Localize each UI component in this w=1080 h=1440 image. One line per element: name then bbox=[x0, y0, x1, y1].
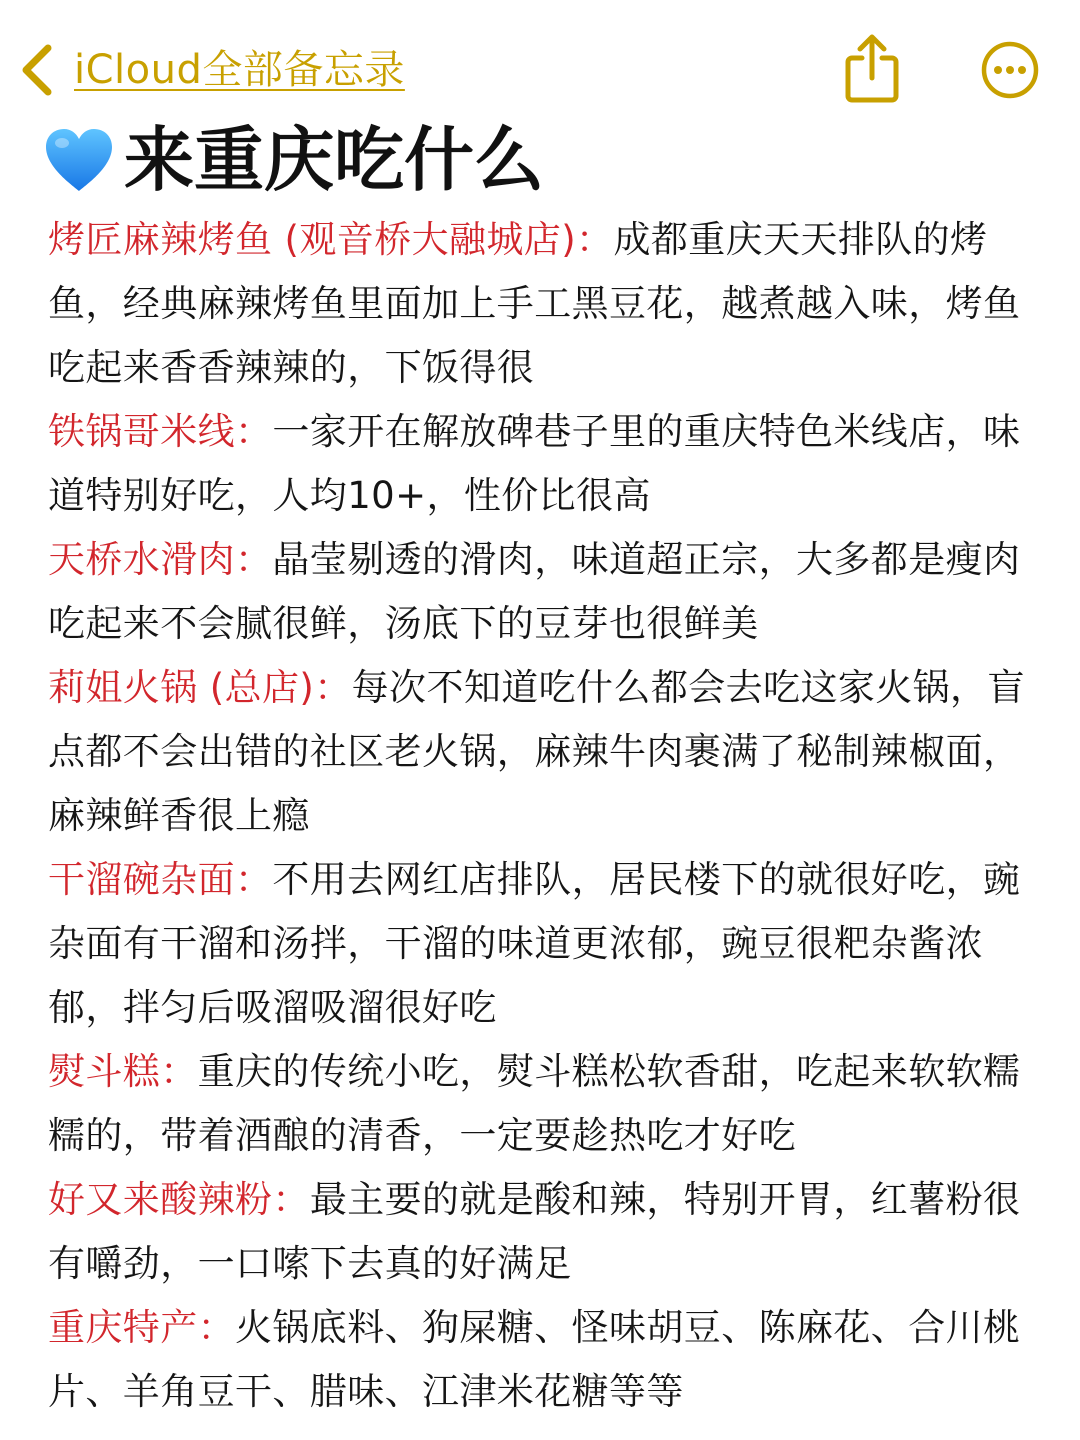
entry-name: 熨斗糕： bbox=[48, 1050, 198, 1093]
note-entry bbox=[48, 1168, 1032, 1296]
entry-description: 晶莹剔透的滑肉，味道超正宗，大多都是瘦肉吃起来不会腻很鲜，汤底下的豆芽也很鲜美 bbox=[48, 538, 1021, 645]
entry-name: 天桥水滑肉： bbox=[48, 538, 273, 581]
note-entry bbox=[48, 528, 1032, 656]
entry-description: 不用去网红店排队，居民楼下的就很好吃，豌杂面有干溜和汤拌，干溜的味道更浓郁，豌豆很粑杂酱浓郁，拌匀后吸溜吸溜很好吃 bbox=[48, 858, 1021, 1029]
entry-description: 最主要的就是酸和辣，特别开胃，红薯粉很有嚼劲，一口嗦下去真的好满足 bbox=[48, 1178, 1021, 1285]
entry-name: 干溜碗杂面： bbox=[48, 858, 273, 901]
share-button[interactable] bbox=[840, 32, 904, 104]
entry-name: 烤匠麻辣烤鱼 (观音桥大融城店)： bbox=[48, 218, 614, 261]
note-title-row bbox=[42, 112, 544, 208]
share-icon bbox=[840, 32, 904, 104]
more-icon bbox=[980, 40, 1040, 100]
note-entry bbox=[48, 848, 1032, 1040]
back-label: iCloud全部备忘录 bbox=[74, 47, 405, 93]
note-entry bbox=[48, 1040, 1032, 1168]
back-button[interactable] bbox=[18, 38, 405, 102]
entry-description: 一家开在解放碑巷子里的重庆特色米线店，味道特别好吃，人均10+，性价比很高 bbox=[48, 410, 1021, 517]
note-entry bbox=[48, 400, 1032, 528]
note-entry bbox=[48, 656, 1032, 848]
note-body[interactable] bbox=[48, 208, 1032, 1424]
entry-description: 成都重庆天天排队的烤鱼，经典麻辣烤鱼里面加上手工黑豆花，越煮越入味，烤鱼吃起来香香辣辣的，下饭得很 bbox=[48, 218, 1021, 389]
note-entry bbox=[48, 208, 1032, 400]
more-button[interactable] bbox=[980, 40, 1040, 100]
entry-description: 火锅底料、狗屎糖、怪味胡豆、陈麻花、合川桃片、羊角豆干、腊味、江津米花糖等等 bbox=[48, 1306, 1021, 1413]
entry-description: 每次不知道吃什么都会去吃这家火锅，盲点都不会出错的社区老火锅，麻辣牛肉裹满了秘制辣椒面，麻辣鲜香很上瘾 bbox=[48, 666, 1025, 837]
note-title: 来重庆吃什么 bbox=[124, 119, 544, 201]
entry-name: 好又来酸辣粉： bbox=[48, 1178, 310, 1221]
entry-description: 重庆的传统小吃，熨斗糕松软香甜，吃起来软软糯糯的，带着酒酿的清香，一定要趁热吃才好吃 bbox=[48, 1050, 1021, 1157]
chevron-left-icon bbox=[18, 42, 54, 98]
entry-name: 重庆特产： bbox=[48, 1306, 235, 1349]
blue-heart-icon bbox=[42, 123, 116, 197]
entry-name: 莉姐火锅 (总店)： bbox=[48, 666, 352, 709]
note-entry bbox=[48, 1296, 1032, 1424]
entry-name: 铁锅哥米线： bbox=[48, 410, 273, 453]
navigation-bar bbox=[0, 0, 1080, 110]
